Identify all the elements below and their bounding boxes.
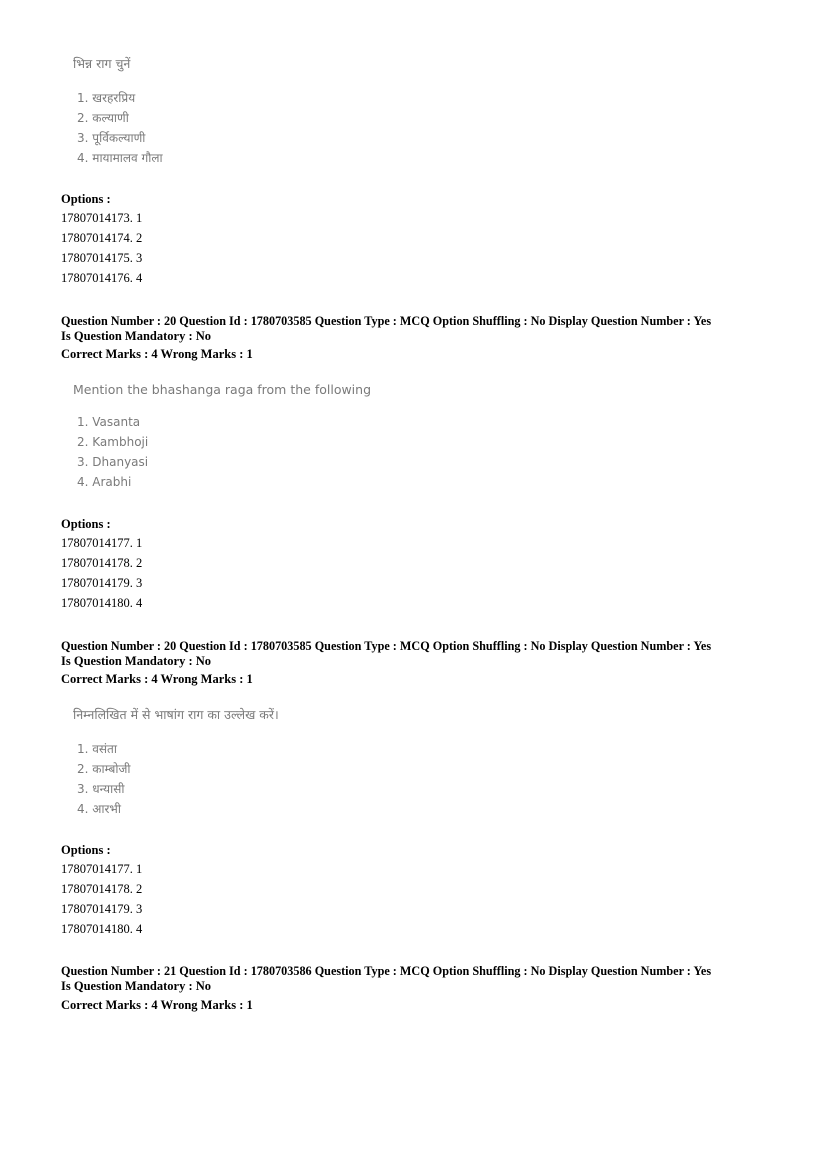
question-option: 4. आरभी xyxy=(77,802,121,816)
option-id: 17807014178. 2 xyxy=(61,882,143,896)
question-option: 4. मायामालव गौला xyxy=(77,151,163,165)
option-id: 17807014178. 2 xyxy=(61,556,143,570)
question-option: 3. Dhanyasi xyxy=(77,455,149,469)
options-label: Options : xyxy=(61,192,111,206)
question-header: Question Number : 20 Question Id : 1780703585 Question Type : MCQ Option Shuffling : No Display Question Number : Yes xyxy=(61,314,712,328)
question-option: 1. खरहरप्रिय xyxy=(77,91,136,105)
question-mandatory: Is Question Mandatory : No xyxy=(61,979,212,993)
option-id: 17807014177. 1 xyxy=(61,536,143,550)
question-stem: निम्नलिखित में से भाषांग राग का उल्लेख करें। xyxy=(73,707,279,722)
question-option: 4. Arabhi xyxy=(77,475,132,489)
option-id: 17807014176. 4 xyxy=(61,271,143,285)
question-marks: Correct Marks : 4 Wrong Marks : 1 xyxy=(61,347,253,361)
options-label: Options : xyxy=(61,843,111,857)
option-id: 17807014175. 3 xyxy=(61,251,143,265)
question-mandatory: Is Question Mandatory : No xyxy=(61,654,212,668)
question-mandatory: Is Question Mandatory : No xyxy=(61,329,212,343)
question-header: Question Number : 20 Question Id : 1780703585 Question Type : MCQ Option Shuffling : No Display Question Number : Yes xyxy=(61,639,712,653)
option-id: 17807014179. 3 xyxy=(61,902,143,916)
question-option: 3. पूर्विकल्याणी xyxy=(77,131,146,145)
question-option: 2. काम्बोजी xyxy=(77,762,131,776)
option-id: 17807014180. 4 xyxy=(61,922,143,936)
option-id: 17807014179. 3 xyxy=(61,576,143,590)
question-header: Question Number : 21 Question Id : 1780703586 Question Type : MCQ Option Shuffling : No Display Question Number : Yes xyxy=(61,964,712,978)
option-id: 17807014180. 4 xyxy=(61,596,143,610)
question-option: 2. Kambhoji xyxy=(77,435,149,449)
question-option: 3. धन्यासी xyxy=(77,782,125,796)
option-id: 17807014173. 1 xyxy=(61,211,143,225)
option-id: 17807014177. 1 xyxy=(61,862,143,876)
question-option: 1. Vasanta xyxy=(77,415,141,429)
option-id: 17807014174. 2 xyxy=(61,231,143,245)
question-option: 1. वसंता xyxy=(77,742,117,756)
options-label: Options : xyxy=(61,517,111,531)
question-stem: भिन्न राग चुनें xyxy=(73,56,131,71)
question-option: 2. कल्याणी xyxy=(77,111,129,125)
question-stem: Mention the bhashanga raga from the following xyxy=(73,382,372,397)
question-marks: Correct Marks : 4 Wrong Marks : 1 xyxy=(61,672,253,686)
question-marks: Correct Marks : 4 Wrong Marks : 1 xyxy=(61,998,253,1012)
